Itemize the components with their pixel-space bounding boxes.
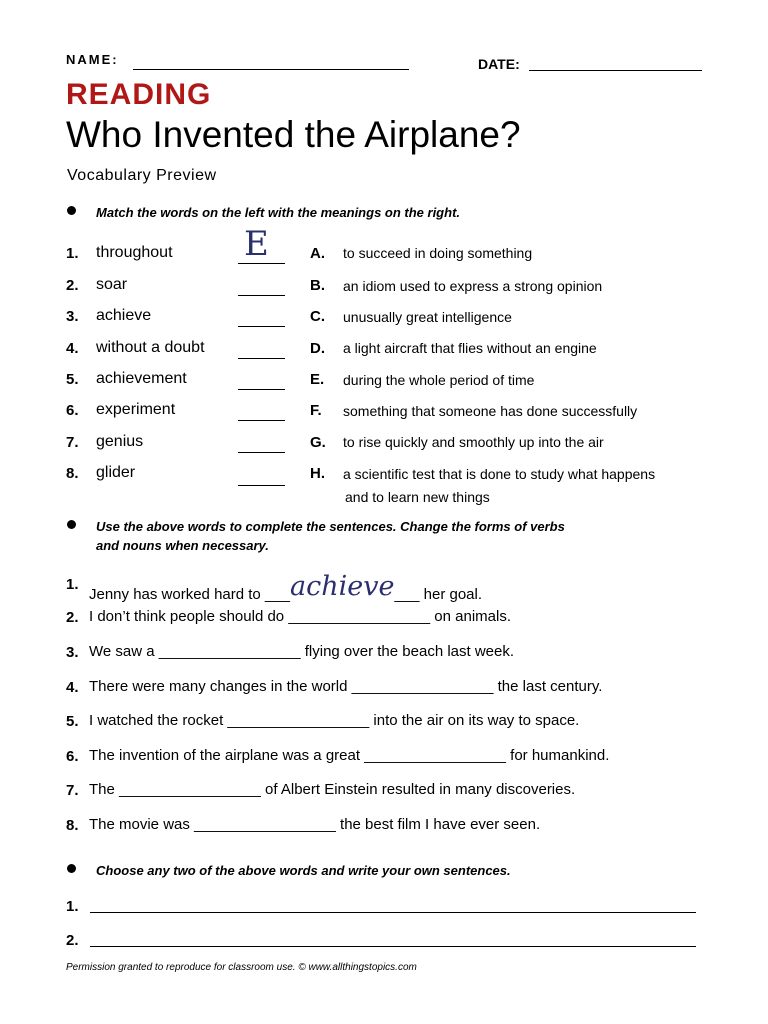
meaning-text: to succeed in doing something: [343, 245, 533, 261]
sentence-number: 3.: [66, 644, 79, 661]
meaning-letter: B.: [310, 277, 325, 294]
answer-blank[interactable]: [238, 485, 285, 486]
sentence: [89, 571, 483, 606]
instruction-complete-line2: and nouns when necessary.: [96, 538, 269, 553]
sentence[interactable]: The _________________ of Albert Einstein resulted in many discoveries.: [89, 781, 576, 798]
vocab-word: achieve: [96, 307, 152, 324]
word-number: 4.: [66, 340, 79, 357]
name-field[interactable]: [133, 69, 409, 70]
meaning-text: during the whole period of time: [343, 372, 535, 388]
date-label: DATE:: [478, 56, 520, 72]
sentence-text: ___ her goal.: [394, 586, 483, 603]
sentence-number: 4.: [66, 679, 79, 696]
vocab-word: glider: [96, 464, 136, 481]
answer-blank[interactable]: [238, 263, 285, 264]
meaning-letter: D.: [310, 340, 325, 357]
answer-blank[interactable]: [238, 358, 285, 359]
handwritten-answer: achieve: [289, 571, 395, 602]
sentence[interactable]: The invention of the airplane was a great _________________ for humankind.: [89, 747, 610, 764]
line-number: 1.: [66, 898, 79, 915]
answer-blank[interactable]: [238, 420, 285, 421]
word-number: 7.: [66, 434, 79, 451]
vocab-word: genius: [96, 433, 144, 450]
sentence[interactable]: There were many changes in the world _________________ the last century.: [89, 678, 603, 695]
meaning-text-continued: and to learn new things: [345, 489, 490, 505]
handwritten-answer: E: [244, 224, 269, 264]
vocab-word: throughout: [96, 244, 173, 261]
name-label: NAME:: [66, 52, 119, 67]
vocab-word: experiment: [96, 401, 176, 418]
word-number: 8.: [66, 465, 79, 482]
bullet-icon: [67, 520, 76, 529]
answer-blank[interactable]: [238, 452, 285, 453]
sentence-number: 6.: [66, 748, 79, 765]
answer-blank[interactable]: [238, 326, 285, 327]
sentence-number: 5.: [66, 713, 79, 730]
meaning-letter: G.: [310, 434, 326, 451]
answer-blank[interactable]: [238, 295, 285, 296]
vocab-word: achievement: [96, 370, 187, 387]
sentence[interactable]: We saw a _________________ flying over the beach last week.: [89, 643, 515, 660]
meaning-text: a scientific test that is done to study what happens: [343, 466, 656, 482]
date-field[interactable]: [529, 70, 702, 71]
sentence[interactable]: I don’t think people should do _________________ on animals.: [89, 608, 512, 625]
writing-line[interactable]: [90, 912, 696, 913]
sentence-number: 8.: [66, 817, 79, 834]
footer-permission: Permission granted to reproduce for classroom use. © www.allthingstopics.com: [66, 962, 417, 973]
sentence[interactable]: I watched the rocket _________________ into the air on its way to space.: [89, 712, 580, 729]
meaning-text: an idiom used to express a strong opinion: [343, 278, 603, 294]
page-subtitle: Vocabulary Preview: [67, 167, 217, 184]
word-number: 1.: [66, 245, 79, 262]
meaning-text: something that someone has done successfully: [343, 403, 638, 419]
meaning-text: unusually great intelligence: [343, 309, 512, 325]
meaning-text: to rise quickly and smoothly up into the air: [343, 434, 604, 450]
sentence[interactable]: The movie was _________________ the best film I have ever seen.: [89, 816, 541, 833]
meaning-letter: F.: [310, 402, 322, 419]
page-title: Who Invented the Airplane?: [66, 114, 521, 155]
meaning-letter: E.: [310, 371, 325, 388]
instruction-match: Match the words on the left with the meanings on the right.: [96, 205, 461, 220]
instruction-own-sentences: Choose any two of the above words and write your own sentences.: [96, 863, 511, 878]
answer-blank[interactable]: [238, 389, 285, 390]
writing-line[interactable]: [90, 946, 696, 947]
section-label: READING: [66, 78, 212, 111]
meaning-letter: H.: [310, 465, 325, 482]
meaning-text: a light aircraft that flies without an engine: [343, 340, 597, 356]
word-number: 2.: [66, 277, 79, 294]
sentence-text: Jenny has worked hard to ___: [89, 586, 290, 603]
word-number: 5.: [66, 371, 79, 388]
vocab-word: soar: [96, 276, 128, 293]
bullet-icon: [67, 206, 76, 215]
meaning-letter: A.: [310, 245, 325, 262]
instruction-complete-line1: Use the above words to complete the sentences. Change the forms of verbs: [96, 519, 565, 534]
line-number: 2.: [66, 932, 79, 949]
meaning-letter: C.: [310, 308, 325, 325]
word-number: 3.: [66, 308, 79, 325]
sentence-number: 7.: [66, 782, 79, 799]
vocab-word: without a doubt: [96, 339, 205, 356]
word-number: 6.: [66, 402, 79, 419]
sentence-number: 2.: [66, 609, 79, 626]
sentence-number: 1.: [66, 576, 79, 593]
bullet-icon: [67, 864, 76, 873]
